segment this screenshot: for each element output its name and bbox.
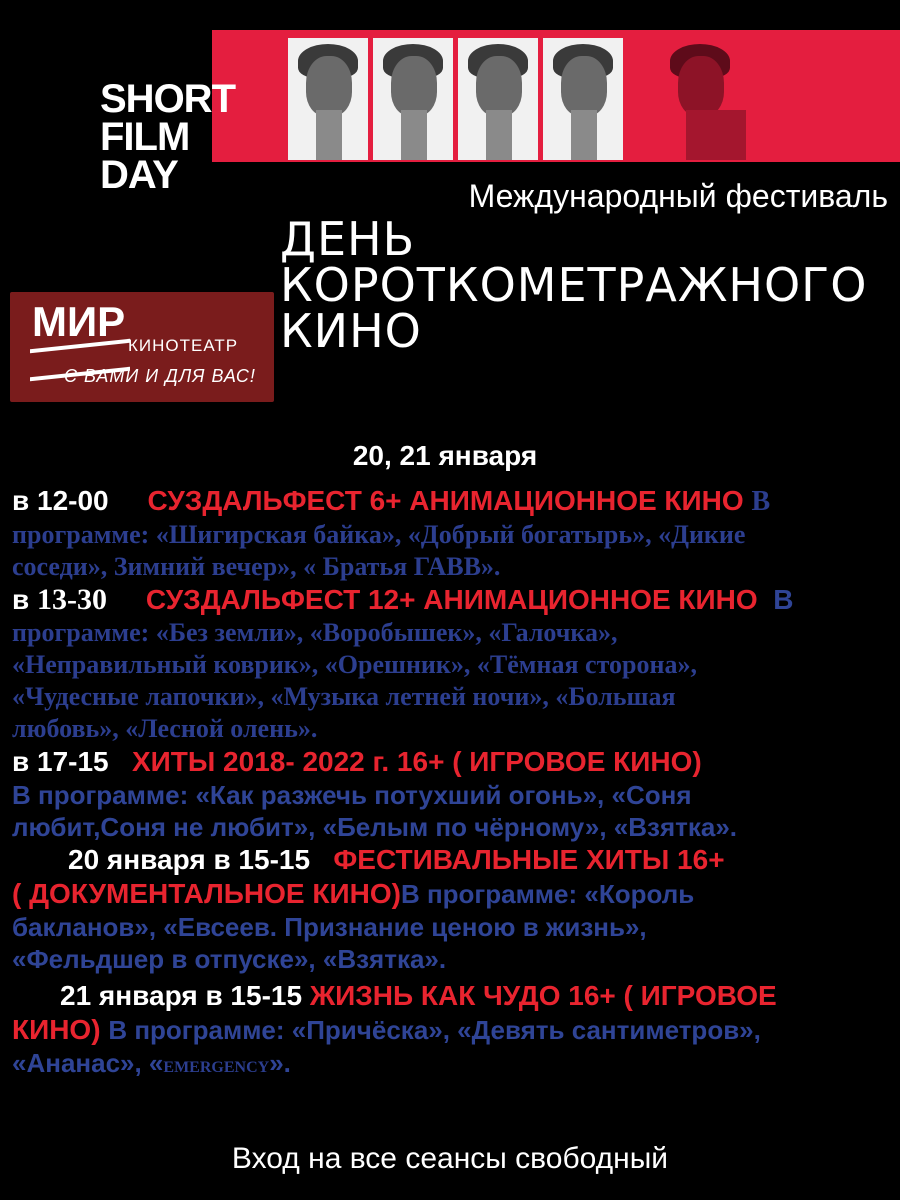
session-title: СУЗДАЛЬФЕСТ 12+ АНИМАЦИОННОЕ КИНО — [145, 584, 758, 615]
statue-frame — [543, 38, 623, 160]
session-program: В программе: «Король — [400, 879, 695, 909]
session-block — [12, 583, 892, 745]
title-line: КОРОТКОМЕТРАЖНОГО — [280, 258, 868, 312]
session-time: в 17-15 — [12, 746, 109, 777]
title-line: КИНО — [280, 304, 422, 358]
session-program: «Ананас», « — [12, 1048, 164, 1078]
session-title: ФЕСТИВАЛЬНЫЕ ХИТЫ 16+ — [333, 844, 725, 875]
statue-frame — [458, 38, 538, 160]
session-program: любовь», «Лесной олень». — [12, 714, 318, 743]
session-program: В — [773, 584, 794, 615]
session-block — [12, 745, 892, 843]
logo-line: FILM — [100, 115, 190, 159]
session-title: ХИТЫ 2018- 2022 г. 16+ ( ИГРОВОЕ КИНО) — [131, 746, 702, 777]
session-program: бакланов», «Евсеев. Признание ценою в жизнь», — [12, 912, 647, 942]
session-time: 20 января в 15-15 — [68, 844, 311, 875]
logo-line: DAY — [100, 153, 178, 197]
session-program: «Неправильный коврик», «Орешник», «Тёмная сторона», — [12, 650, 697, 679]
festival-dates: 20, 21 января — [352, 440, 538, 471]
session-title: ЖИЗНЬ КАК ЧУДО 16+ ( ИГРОВОЕ — [309, 980, 777, 1011]
session-block — [12, 979, 892, 1084]
festival-subtitle: Международный фестиваль — [468, 178, 888, 214]
session-program: EMERGENCY — [163, 1059, 270, 1076]
session-time: 13-30 — [37, 583, 107, 616]
short-film-day-logo — [100, 77, 235, 197]
free-entry-note: Вход на все сеансы свободный — [231, 1142, 669, 1175]
statue-frame — [373, 38, 453, 160]
cinema-slogan: С ВАМИ И ДЛЯ ВАС! — [64, 366, 256, 386]
session-title: КИНО) — [12, 1014, 101, 1045]
session-program: «Фельдшер в отпуске», «Взятка». — [12, 944, 447, 974]
session-program: программе: «Без земли», «Воробышек», «Галочка», — [12, 618, 618, 647]
cinema-type: КИНОТЕАТР — [128, 336, 239, 355]
session-program: программе: «Шигирская байка», «Добрый богатырь», «Дикие — [12, 520, 746, 549]
session-program: любит,Соня не любит», «Белым по чёрному», «Взятка». — [12, 812, 738, 842]
cinema-mir-logo — [10, 292, 274, 402]
festival-banner — [0, 0, 900, 420]
session-program: ». — [269, 1048, 291, 1078]
session-time: 21 января в 15-15 — [60, 980, 303, 1011]
session-program: В — [751, 486, 771, 517]
session-program: В программе: «Как разжечь потухший огонь», «Соня — [12, 780, 692, 810]
session-program: соседи», Зимний вечер», « Братья ГАВВ». — [12, 552, 501, 581]
cinema-name: МИР — [32, 298, 126, 345]
festival-title — [280, 212, 868, 358]
session-title: ( ДОКУМЕНТАЛЬНОЕ КИНО) — [12, 878, 401, 909]
logo-line: SHORT — [100, 77, 235, 121]
session-block — [12, 843, 892, 975]
session-time-prefix: в — [12, 584, 30, 615]
session-time: в 12-00 — [12, 485, 109, 516]
statue-frame-red — [628, 38, 788, 160]
session-program: В программе: «Причёска», «Девять сантиметров», — [108, 1015, 761, 1045]
program-schedule — [12, 484, 892, 1084]
session-title: СУЗДАЛЬФЕСТ 6+ АНИМАЦИОННОЕ КИНО — [147, 485, 744, 516]
title-line: ДЕНЬ — [280, 212, 416, 266]
statue-frame — [288, 38, 368, 160]
film-frames — [288, 38, 900, 160]
session-block — [12, 484, 892, 583]
session-program: «Чудесные лапочки», «Музыка летней ночи», «Большая — [12, 682, 676, 711]
